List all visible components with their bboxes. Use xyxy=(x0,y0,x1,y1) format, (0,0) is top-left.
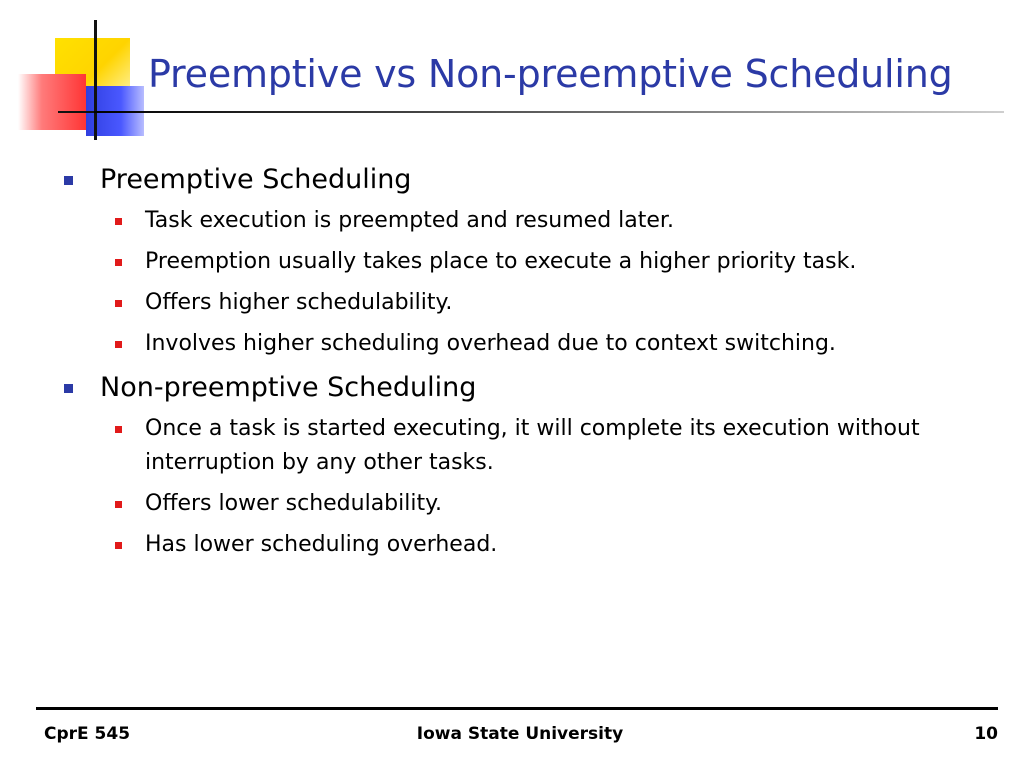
level2-bullet-icon xyxy=(115,542,122,549)
section-heading-text: Preemptive Scheduling xyxy=(100,164,412,195)
title-divider xyxy=(94,111,1004,113)
level2-bullet-icon xyxy=(115,218,122,225)
level2-bullet-icon xyxy=(115,341,122,348)
level2-bullet-icon xyxy=(115,300,122,307)
level2-bullet-icon xyxy=(115,259,122,266)
list-item xyxy=(60,327,925,361)
list-item-text: Has lower scheduling overhead. xyxy=(145,532,498,557)
list-item xyxy=(60,245,925,279)
level1-bullet-icon xyxy=(64,384,73,393)
list-item-text: Offers lower schedulability. xyxy=(145,491,442,516)
section-heading-non-preemptive xyxy=(60,368,960,408)
list-item-text: Offers higher schedulability. xyxy=(145,290,453,315)
footer-divider xyxy=(36,707,998,710)
level2-bullet-icon xyxy=(115,426,122,433)
list-item-text: Task execution is preempted and resumed later. xyxy=(145,208,674,233)
footer-course: CprE 545 xyxy=(44,724,131,744)
slide-logo-graphic xyxy=(0,0,160,150)
list-item xyxy=(60,412,925,480)
level2-bullet-icon xyxy=(115,501,122,508)
level1-bullet-icon xyxy=(64,176,73,185)
slide-title: Preemptive vs Non-preemptive Scheduling xyxy=(148,52,953,96)
list-item xyxy=(60,286,925,320)
slide-content xyxy=(60,160,960,569)
section-heading-text: Non-preemptive Scheduling xyxy=(100,372,477,403)
section-heading-preemptive xyxy=(60,160,960,200)
list-item-text: Once a task is started executing, it will complete its execution without interruption by any other tasks. xyxy=(145,416,920,475)
list-item-text: Preemption usually takes place to execute a higher priority task. xyxy=(145,249,857,274)
list-item xyxy=(60,204,925,238)
preemptive-points xyxy=(60,204,960,361)
list-item xyxy=(60,528,925,562)
list-item xyxy=(60,487,925,521)
logo-red-square xyxy=(18,74,86,130)
non-preemptive-points xyxy=(60,412,960,562)
footer-page-number: 10 xyxy=(974,724,998,744)
list-item-text: Involves higher scheduling overhead due to context switching. xyxy=(145,331,836,356)
footer-institution: Iowa State University xyxy=(416,724,624,744)
logo-vertical-line xyxy=(94,20,97,140)
